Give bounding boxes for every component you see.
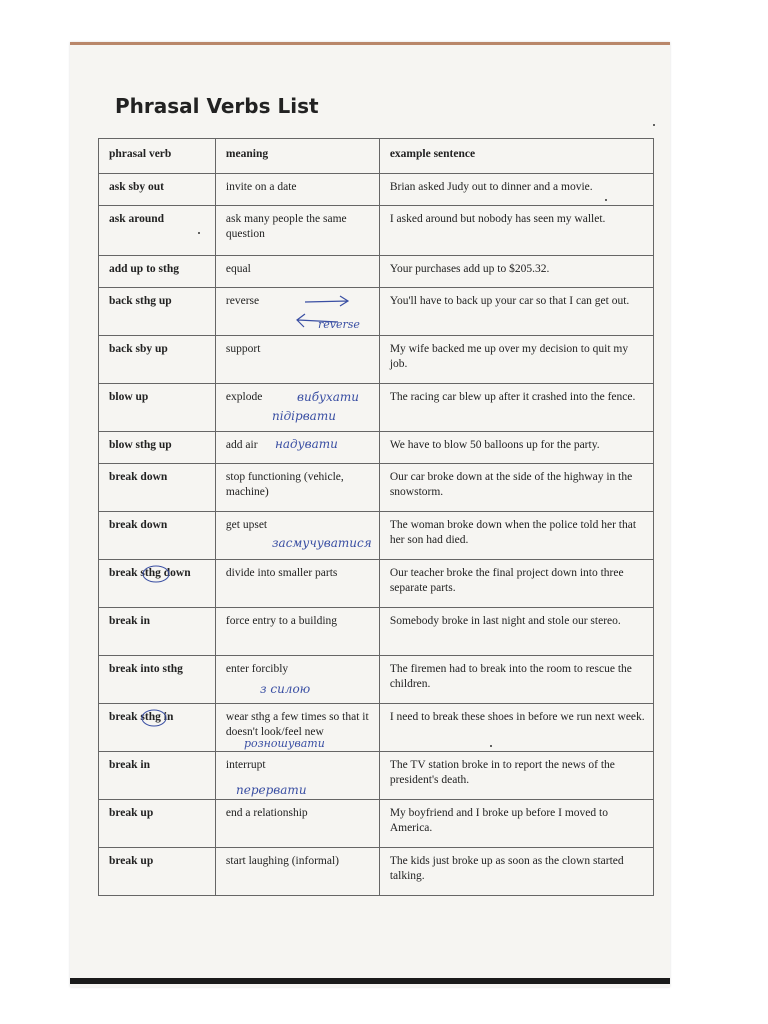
cell-meaning: equal — [215, 256, 379, 288]
cell-meaning: force entry to a building — [215, 608, 379, 656]
table-row — [99, 848, 654, 896]
cell-phrasal-verb: blow up — [99, 384, 216, 432]
note-explode-1: вибухати — [297, 390, 360, 404]
table-row — [99, 560, 654, 608]
cell-example: My wife backed me up over my decision to quit my job. — [379, 336, 653, 384]
cell-meaning: support — [215, 336, 379, 384]
table-row — [99, 800, 654, 848]
cell-meaning: divide into smaller parts — [215, 560, 379, 608]
table-row — [99, 336, 654, 384]
cell-meaning: reverse — [215, 288, 379, 336]
cell-example: Our car broke down at the side of the highway in the snowstorm. — [379, 464, 653, 512]
cell-phrasal-verb: ask around — [99, 206, 216, 256]
cell-example: The firemen had to break into the room to rescue the children. — [379, 656, 653, 704]
note-enter-forcibly: з силою — [260, 682, 311, 696]
note-explode-2: підірвати — [272, 409, 336, 423]
cell-phrasal-verb: break in — [99, 752, 216, 800]
cell-example: The woman broke down when the police told her that her son had died. — [379, 512, 653, 560]
cell-example: The kids just broke up as soon as the clown started talking. — [379, 848, 653, 896]
cell-meaning: explode — [215, 384, 379, 432]
cell-example: We have to blow 50 balloons up for the party. — [379, 432, 653, 464]
cell-phrasal-verb: break sthg down — [99, 560, 216, 608]
cell-phrasal-verb: add up to sthg — [99, 256, 216, 288]
cell-meaning: enter forcibly — [215, 656, 379, 704]
cell-example: I need to break these shoes in before we run next week. — [379, 704, 653, 752]
cell-example: Our teacher broke the final project down into three separate parts. — [379, 560, 653, 608]
table-row — [99, 432, 654, 464]
cell-phrasal-verb: break up — [99, 800, 216, 848]
table-row — [99, 464, 654, 512]
cell-phrasal-verb: blow sthg up — [99, 432, 216, 464]
table-row — [99, 752, 654, 800]
cell-phrasal-verb: break sthg in — [99, 704, 216, 752]
cell-phrasal-verb: back sby up — [99, 336, 216, 384]
header-example: example sentence — [379, 139, 653, 174]
cell-example: Your purchases add up to $205.32. — [379, 256, 653, 288]
cell-example: You'll have to back up your car so that I can get out. — [379, 288, 653, 336]
note-break-in-new: розношувати — [244, 737, 325, 750]
table-row — [99, 384, 654, 432]
table-row — [99, 608, 654, 656]
header-meaning: meaning — [215, 139, 379, 174]
header-phrasal-verb: phrasal verb — [99, 139, 216, 174]
note-add-air: надувати — [275, 437, 338, 451]
cell-phrasal-verb: back sthg up — [99, 288, 216, 336]
cell-example: Somebody broke in last night and stole our stereo. — [379, 608, 653, 656]
cell-meaning: ask many people the same question — [215, 206, 379, 256]
backdrop — [0, 0, 768, 48]
cell-example: The TV station broke in to report the news of the president's death. — [379, 752, 653, 800]
cell-meaning: add air — [215, 432, 379, 464]
cell-phrasal-verb: break down — [99, 464, 216, 512]
table-header-row — [99, 139, 654, 174]
speck — [490, 745, 492, 747]
paper-edge — [70, 978, 670, 984]
cell-phrasal-verb: ask sby out — [99, 174, 216, 206]
speck — [653, 124, 655, 126]
cell-phrasal-verb: break up — [99, 848, 216, 896]
cell-phrasal-verb: break down — [99, 512, 216, 560]
note-reverse: reverse — [318, 318, 360, 331]
cell-example: Brian asked Judy out to dinner and a movie. — [379, 174, 653, 206]
cell-meaning: get upset — [215, 512, 379, 560]
table-row — [99, 656, 654, 704]
speck — [605, 199, 607, 201]
page-title: Phrasal Verbs List — [115, 94, 319, 118]
speck — [198, 232, 200, 234]
cell-meaning: stop functioning (vehicle, machine) — [215, 464, 379, 512]
phrasal-verbs-table — [98, 138, 654, 896]
table-row — [99, 206, 654, 256]
table-row — [99, 512, 654, 560]
note-interrupt: перервати — [236, 783, 307, 797]
cell-example: My boyfriend and I broke up before I moved to America. — [379, 800, 653, 848]
table-row — [99, 256, 654, 288]
cell-meaning: start laughing (informal) — [215, 848, 379, 896]
cell-meaning: end a relationship — [215, 800, 379, 848]
cell-meaning: invite on a date — [215, 174, 379, 206]
table-row — [99, 288, 654, 336]
cell-phrasal-verb: break into sthg — [99, 656, 216, 704]
cell-meaning: interrupt — [215, 752, 379, 800]
table-row — [99, 704, 654, 752]
cell-meaning: wear sthg a few times so that it doesn't look/feel new — [215, 704, 379, 752]
cell-example: The racing car blew up after it crashed into the fence. — [379, 384, 653, 432]
cell-example: I asked around but nobody has seen my wallet. — [379, 206, 653, 256]
cell-phrasal-verb: break in — [99, 608, 216, 656]
table-row — [99, 174, 654, 206]
note-get-upset: засмучуватися — [272, 536, 372, 550]
